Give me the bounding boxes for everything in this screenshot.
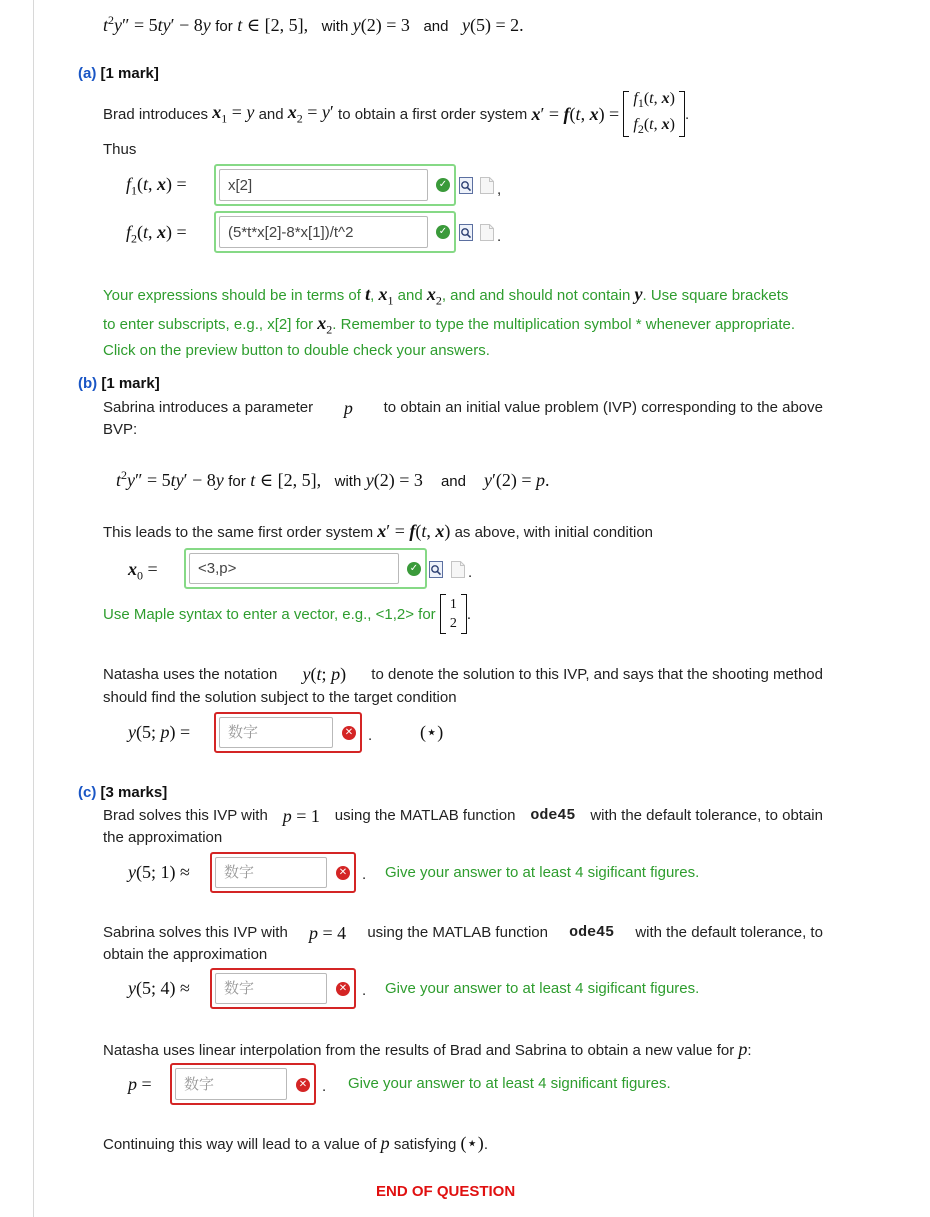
ivp-equation: $t^2y'' = 5ty' - 8y$ for t ∈ [2, 5], with y(2) = 3 and y′(2) = p. [116,468,550,490]
p-input[interactable] [175,1068,287,1100]
sig-fig-hint: Give your answer to at least 4 sigificant figures. [385,864,700,881]
error-x-icon: ✕ [342,726,356,740]
maple-syntax-hint: Use Maple syntax to enter a vector, e.g., <1,2> for 1 2 . [103,594,471,634]
y51-answer-box [210,852,356,893]
f2-label: $f_2(t$, x) = [126,222,187,246]
check-circle-icon: ✓ [436,178,450,192]
x0-label: $x_0$ = [128,559,158,583]
first-order-system-note: This leads to the same first order system x′ = f(t, x) as above, with initial condition [103,521,654,541]
part-a-header: (a) [1 mark] [78,65,159,82]
star-label: (⋆) [420,722,444,742]
natasha-interpolation-text: Natasha uses linear interpolation from the results of Brad and Sabrina to obtain a new value for p: [103,1039,752,1059]
p-label: p = [128,1074,152,1094]
end-of-question: END OF QUESTION [376,1183,516,1200]
f1-label: $f_1(t$, x) = [126,174,187,198]
part-b-intro: Sabrina introduces a parameter p to obtain an initial value problem (IVP) corresponding to the above BVP: [103,398,823,438]
error-x-icon: ✕ [336,982,350,996]
check-circle-icon: ✓ [407,562,421,576]
p-answer-box [170,1063,316,1105]
error-x-icon: ✕ [336,866,350,880]
page-icon[interactable] [480,177,494,194]
y5p-label: y(5; p) = [128,722,191,742]
brad-solves-text: Brad solves this IVP with p = 1 using the MATLAB function ode45 with the default tolerance, to obtain the approximation [103,806,823,846]
f1-answer-box [214,164,456,206]
f2-answer-box [214,211,456,253]
f-vector-matrix: $f_1(t$, x) $f_2(t$, x) [623,88,685,140]
period-separator: . [497,228,502,245]
preview-magnifier-icon[interactable] [429,561,443,578]
sig-fig-hint: Give your answer to at least 4 sigificant figures. [385,980,700,997]
thus-label: Thus [103,141,137,158]
y51-label: y(5; 1) ≈ [128,862,190,882]
period-separator: . [362,982,367,999]
continuing-text: Continuing this way will lead to a value of p satisfying (⋆). [103,1133,488,1153]
error-x-icon: ✕ [296,1078,310,1092]
f1-input[interactable] [219,169,428,201]
left-border-line [33,0,34,1217]
period-separator: . [368,727,373,744]
period-separator: . [322,1078,327,1095]
y5p-answer-box [214,712,362,753]
f2-input[interactable] [219,216,428,248]
part-b-header: (b) [1 mark] [78,375,160,392]
page-icon[interactable] [451,561,465,578]
period-separator: . [468,564,473,581]
page-icon[interactable] [480,224,494,241]
period-separator: . [362,866,367,883]
sig-fig-hint: Give your answer to at least 4 significant figures. [348,1075,671,1092]
comma-separator: , [497,181,502,198]
y54-answer-box [210,968,356,1009]
part-c-header: (c) [3 marks] [78,784,168,801]
sabrina-solves-text: Sabrina solves this IVP with p = 4 using the MATLAB function ode45 with the default tolerance, to obtain the approximation [103,923,823,963]
preview-magnifier-icon[interactable] [459,177,473,194]
y5p-input[interactable] [219,717,333,748]
bvp-equation: $t^2y'' = 5ty' - 8y$ for t ∈ [2, 5], with y(2) = 3 and y(5) = 2. [103,13,524,35]
part-a-intro: Brad introduces $x_1 = y$ and $x_2 = y'$ to obtain a first order system x′ = f(t, x) = $f_1(t$, x) $f_2(t$, x) . [103,88,689,140]
preview-magnifier-icon[interactable] [459,224,473,241]
natasha-notation: Natasha uses the notation y(t; p) to denote the solution to this IVP, and says that the shooting method should find the solution subject to the target condition [103,664,823,706]
x0-input[interactable] [189,553,399,584]
y51-input[interactable] [215,857,327,888]
example-vector: 1 2 [440,594,467,634]
part-a-hint: Your expressions should be in terms of t, $x_1$ and $x_2$, and and should not contain y. Use square brackets to enter subscripts, e.g., x[2] for $x_2$. Remember to type the multiplication symbol * whenever appropriate. Click on the preview button to double check your answers. [103,284,796,360]
check-circle-icon: ✓ [436,225,450,239]
y54-label: y(5; 4) ≈ [128,978,190,998]
y54-input[interactable] [215,973,327,1004]
x0-answer-box [184,548,427,589]
